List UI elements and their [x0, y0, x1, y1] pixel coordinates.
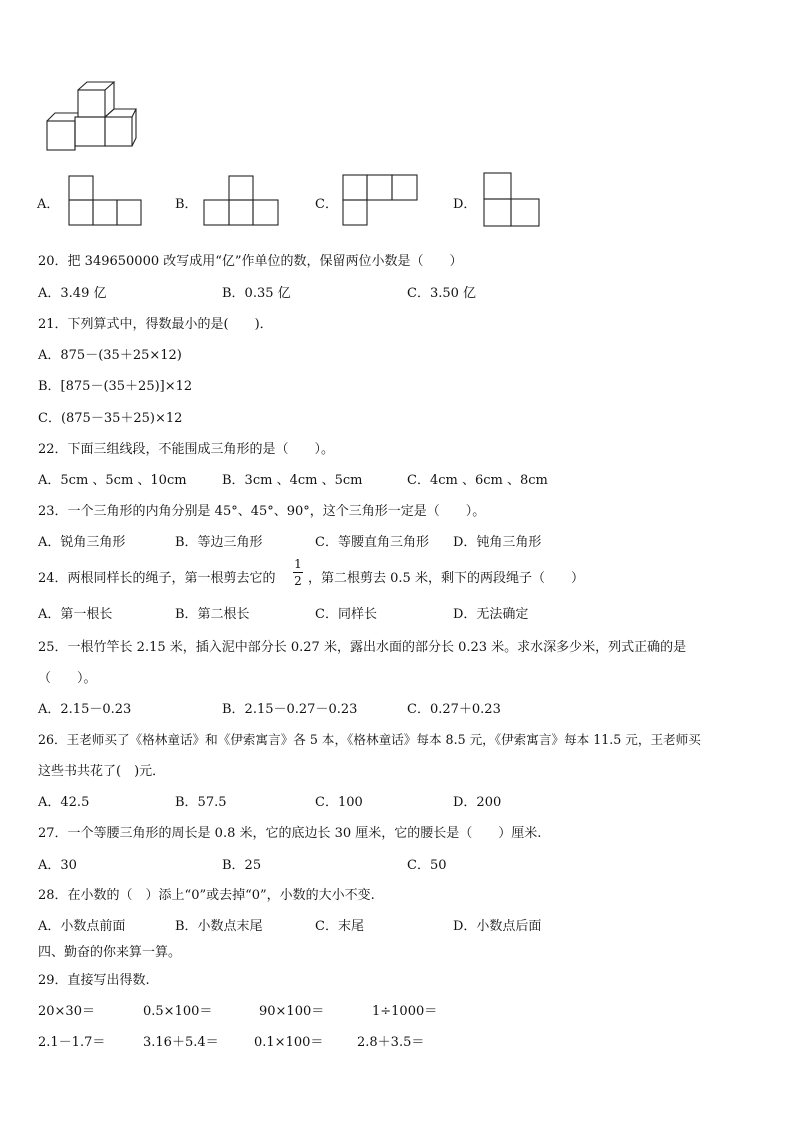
q28-option-b[interactable]: B．小数点末尾 [175, 919, 263, 934]
q27-option-b[interactable]: B．25 [222, 858, 262, 873]
q24-option-b[interactable]: B．第二根长 [175, 607, 250, 622]
q25-option-c[interactable]: C．0.27＋0.23 [407, 702, 501, 717]
q21-option-a[interactable]: A．875－(35＋25×12) [38, 348, 182, 363]
section-title: 四、勤奋的你来算一算。 [38, 945, 182, 960]
q23-option-c[interactable]: C．等腰直角三角形 [315, 535, 429, 550]
q26-option-a[interactable]: A．42.5 [38, 795, 90, 810]
q24-stem-before: 24．两根同样长的绳子，第一根剪去它的 [38, 571, 276, 586]
q24-option-d[interactable]: D．无法确定 [453, 607, 529, 622]
q26-stem-line1: 26．王老师买了《格林童话》和《伊索寓言》各 5 本，《格林童话》每本 8.5 元，《伊索寓言》每本 11.5 元，王老师买 [38, 732, 701, 747]
q25-stem-line2: （ ）。 [38, 671, 97, 686]
q29-row1-item2: 0.5×100＝ [143, 1004, 213, 1019]
fraction-numerator: 1 [294, 557, 302, 571]
q19-option-b-label[interactable]: B． [175, 197, 198, 212]
q25-stem-line1: 25．一根竹竿长 2.15 米，插入泥中部分长 0.27 米，露出水面的部分长 0.23 米。求水深多少米，列式正确的是 [38, 640, 687, 655]
q23-stem: 23．一个三角形的内角分别是 45°、45°、90°，这个三角形一定是（ ）。 [38, 504, 486, 519]
q26-option-d[interactable]: D．200 [453, 795, 502, 810]
q29-row1-item1: 20×30＝ [38, 1004, 95, 1019]
q23-option-d[interactable]: D．钝角三角形 [453, 535, 542, 550]
q29-row1-item4: 1÷1000＝ [372, 1004, 438, 1019]
q26-option-c[interactable]: C．100 [315, 795, 363, 810]
q22-stem: 22．下面三组线段，不能围成三角形的是（ ）。 [38, 442, 335, 457]
q29-row2-item4: 2.8＋3.5＝ [357, 1035, 425, 1050]
q21-option-b[interactable]: B．[875－(35＋25)]×12 [38, 379, 193, 394]
fraction-denominator: 2 [294, 574, 302, 588]
q24-option-a[interactable]: A．第一根长 [38, 607, 113, 622]
q20-option-a[interactable]: A．3.49 亿 [38, 286, 107, 301]
q20-option-b[interactable]: B．0.35 亿 [222, 286, 291, 301]
q22-option-b[interactable]: B．3cm 、4cm 、5cm [222, 473, 363, 488]
q29-row1-item3: 90×100＝ [259, 1004, 325, 1019]
q29-row2-item1: 2.1－1.7＝ [38, 1035, 106, 1050]
q29-row2-item2: 3.16＋5.4＝ [143, 1035, 219, 1050]
q22-option-a[interactable]: A．5cm 、5cm 、10cm [38, 473, 187, 488]
q28-stem: 28．在小数的（ ）添上“0”或去掉“0”，小数的大小不变. [38, 888, 375, 903]
q29-row2-item3: 0.1×100＝ [254, 1035, 324, 1050]
q23-option-a[interactable]: A．锐角三角形 [38, 535, 126, 550]
q25-option-a[interactable]: A．2.15－0.23 [38, 702, 132, 717]
q27-stem: 27．一个等腰三角形的周长是 0.8 米，它的底边长 30 厘米，它的腰长是（ ）厘米. [38, 826, 542, 841]
q19-option-d-label[interactable]: D． [453, 197, 477, 212]
q24-stem-after: ，第二根剪去 0.5 米，剩下的两段绳子（ ） [308, 571, 584, 586]
q26-stem-line2: 这些书共花了( )元． [38, 764, 166, 779]
q19-option-a-label[interactable]: A． [37, 197, 60, 212]
q23-option-b[interactable]: B．等边三角形 [175, 535, 263, 550]
q28-option-c[interactable]: C．末尾 [315, 919, 364, 934]
q21-option-c[interactable]: C．(875－35＋25)×12 [38, 411, 183, 426]
q25-option-b[interactable]: B．2.15－0.27－0.23 [222, 702, 358, 717]
q27-option-a[interactable]: A．30 [38, 858, 77, 873]
q29-stem: 29．直接写出得数. [38, 973, 150, 988]
q19-option-c-label[interactable]: C． [315, 197, 338, 212]
q27-option-c[interactable]: C．50 [407, 858, 447, 873]
q28-option-d[interactable]: D．小数点后面 [453, 919, 542, 934]
q24-option-c[interactable]: C．同样长 [315, 607, 377, 622]
q20-option-c[interactable]: C．3.50 亿 [407, 286, 477, 301]
q21-stem: 21．下列算式中，得数最小的是( )． [38, 317, 273, 332]
q24-fraction [291, 557, 305, 588]
q20-stem: 20．把 349650000 改写成用“亿”作单位的数，保留两位小数是（ ） [38, 254, 463, 269]
q22-option-c[interactable]: C．4cm 、6cm 、8cm [407, 473, 548, 488]
q19-option-d-figure[interactable] [0, 0, 794, 240]
q28-option-a[interactable]: A．小数点前面 [38, 919, 126, 934]
q26-option-b[interactable]: B．57.5 [175, 795, 227, 810]
fraction-bar [293, 572, 303, 573]
